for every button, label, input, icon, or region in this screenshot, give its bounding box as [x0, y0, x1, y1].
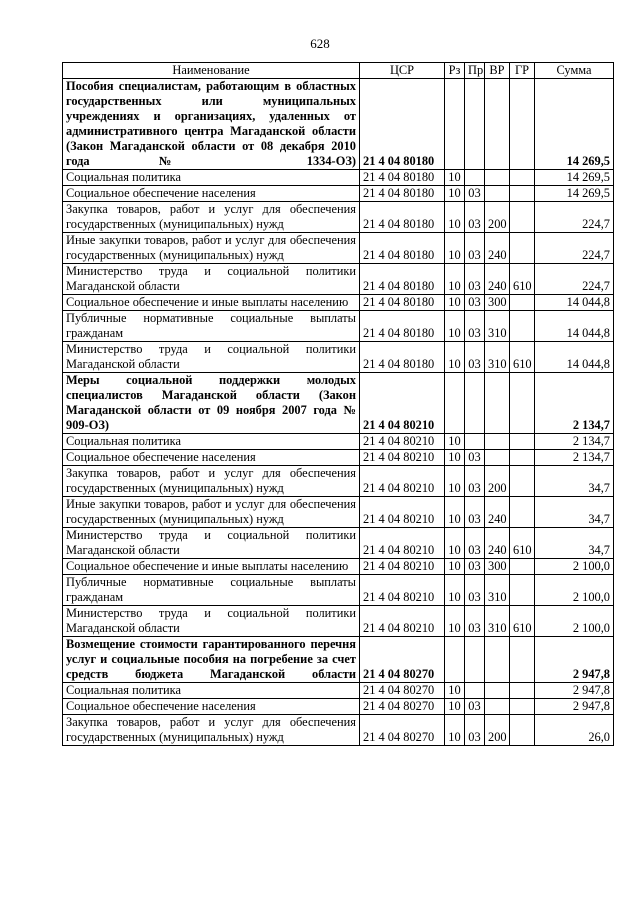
cell-rz: 10 [445, 683, 465, 699]
cell-csr: 21 4 04 80210 [360, 606, 445, 637]
cell-rz: 10 [445, 497, 465, 528]
header-csr: ЦСР [360, 63, 445, 79]
table-row [63, 466, 614, 497]
cell-vr: 300 [485, 559, 510, 575]
cell-vr: 240 [485, 264, 510, 295]
table-row [63, 683, 614, 699]
cell-pr: 03 [465, 606, 485, 637]
cell-rz: 10 [445, 528, 465, 559]
cell-sum: 34,7 [535, 466, 614, 497]
cell-csr: 21 4 04 80270 [360, 699, 445, 715]
cell-sum: 2 100,0 [535, 575, 614, 606]
cell-vr [485, 170, 510, 186]
cell-pr: 03 [465, 450, 485, 466]
cell-sum: 2 134,7 [535, 434, 614, 450]
cell-gr [510, 295, 535, 311]
cell-csr: 21 4 04 80210 [360, 434, 445, 450]
cell-csr: 21 4 04 80180 [360, 79, 445, 170]
cell-rz [445, 637, 465, 683]
cell-gr [510, 637, 535, 683]
cell-gr [510, 450, 535, 466]
cell-csr: 21 4 04 80180 [360, 233, 445, 264]
cell-sum: 34,7 [535, 528, 614, 559]
cell-vr: 200 [485, 715, 510, 746]
cell-sum: 14 044,8 [535, 342, 614, 373]
table-row [63, 202, 614, 233]
cell-vr: 200 [485, 202, 510, 233]
cell-gr [510, 466, 535, 497]
cell-rz: 10 [445, 606, 465, 637]
cell-sum: 2 947,8 [535, 637, 614, 683]
cell-name: Социальная политика [63, 170, 360, 186]
cell-rz: 10 [445, 434, 465, 450]
cell-name: Публичные нормативные социальные выплаты гражданам [63, 575, 360, 606]
cell-rz: 10 [445, 559, 465, 575]
cell-vr [485, 434, 510, 450]
cell-name: Публичные нормативные социальные выплаты гражданам [63, 311, 360, 342]
table-section-row [63, 373, 614, 434]
cell-name: Возмещение стоимости гарантированного перечня услуг и социальные пособия на погребение за счет средств бюджета Магаданской области [63, 637, 360, 683]
cell-gr [510, 715, 535, 746]
cell-name: Социальное обеспечение населения [63, 450, 360, 466]
cell-vr [485, 186, 510, 202]
cell-csr: 21 4 04 80270 [360, 683, 445, 699]
cell-vr: 310 [485, 606, 510, 637]
cell-vr: 310 [485, 311, 510, 342]
cell-vr [485, 373, 510, 434]
cell-pr [465, 637, 485, 683]
cell-gr [510, 373, 535, 434]
table-row [63, 434, 614, 450]
cell-sum: 2 134,7 [535, 373, 614, 434]
cell-sum: 2 947,8 [535, 683, 614, 699]
cell-gr: 610 [510, 342, 535, 373]
cell-vr: 310 [485, 575, 510, 606]
cell-sum: 14 269,5 [535, 186, 614, 202]
cell-sum: 224,7 [535, 264, 614, 295]
cell-name: Иные закупки товаров, работ и услуг для обеспечения государственных (муниципальных) нужд [63, 497, 360, 528]
table-row [63, 264, 614, 295]
cell-rz: 10 [445, 202, 465, 233]
cell-rz: 10 [445, 466, 465, 497]
cell-rz: 10 [445, 233, 465, 264]
table-row [63, 170, 614, 186]
cell-sum: 224,7 [535, 233, 614, 264]
cell-name: Министерство труда и социальной политики Магаданской области [63, 264, 360, 295]
table-row [63, 450, 614, 466]
cell-gr: 610 [510, 606, 535, 637]
cell-pr [465, 79, 485, 170]
cell-gr [510, 434, 535, 450]
cell-sum: 2 100,0 [535, 559, 614, 575]
cell-rz: 10 [445, 715, 465, 746]
cell-pr: 03 [465, 202, 485, 233]
cell-rz: 10 [445, 295, 465, 311]
cell-rz [445, 373, 465, 434]
cell-vr: 310 [485, 342, 510, 373]
cell-vr: 240 [485, 528, 510, 559]
cell-name: Пособия специалистам, работающим в областных государственных или муниципальных учреждениях и организациях, удаленных от административного центра Магаданской области (Закон Магаданской области от 08 декабря 2010 года № 1334-ОЗ) [63, 79, 360, 170]
table-row [63, 606, 614, 637]
cell-gr [510, 575, 535, 606]
table-row [63, 699, 614, 715]
cell-gr [510, 311, 535, 342]
cell-sum: 14 269,5 [535, 79, 614, 170]
cell-name: Закупка товаров, работ и услуг для обеспечения государственных (муниципальных) нужд [63, 466, 360, 497]
cell-sum: 2 134,7 [535, 450, 614, 466]
cell-rz: 10 [445, 264, 465, 295]
table-row [63, 311, 614, 342]
table-row [63, 715, 614, 746]
cell-sum: 224,7 [535, 202, 614, 233]
cell-pr: 03 [465, 466, 485, 497]
table-header-row [63, 63, 614, 79]
cell-csr: 21 4 04 80270 [360, 637, 445, 683]
cell-rz: 10 [445, 170, 465, 186]
cell-pr [465, 434, 485, 450]
cell-csr: 21 4 04 80270 [360, 715, 445, 746]
cell-csr: 21 4 04 80180 [360, 342, 445, 373]
header-sum: Сумма [535, 63, 614, 79]
cell-name: Социальная политика [63, 434, 360, 450]
cell-csr: 21 4 04 80210 [360, 450, 445, 466]
table-row [63, 497, 614, 528]
cell-name: Социальное обеспечение населения [63, 699, 360, 715]
cell-vr: 300 [485, 295, 510, 311]
cell-gr: 610 [510, 264, 535, 295]
budget-table [62, 62, 614, 746]
cell-pr: 03 [465, 233, 485, 264]
cell-vr [485, 79, 510, 170]
cell-gr [510, 202, 535, 233]
cell-pr: 03 [465, 311, 485, 342]
cell-pr: 03 [465, 528, 485, 559]
cell-csr: 21 4 04 80180 [360, 202, 445, 233]
cell-csr: 21 4 04 80210 [360, 575, 445, 606]
cell-name: Закупка товаров, работ и услуг для обеспечения государственных (муниципальных) нужд [63, 715, 360, 746]
table-row [63, 528, 614, 559]
cell-gr [510, 683, 535, 699]
cell-csr: 21 4 04 80210 [360, 373, 445, 434]
cell-vr: 240 [485, 233, 510, 264]
cell-pr: 03 [465, 264, 485, 295]
cell-csr: 21 4 04 80180 [360, 264, 445, 295]
cell-rz: 10 [445, 342, 465, 373]
cell-sum: 14 044,8 [535, 311, 614, 342]
cell-csr: 21 4 04 80180 [360, 311, 445, 342]
cell-sum: 26,0 [535, 715, 614, 746]
table-section-row [63, 79, 614, 170]
cell-csr: 21 4 04 80180 [360, 186, 445, 202]
table-row [63, 342, 614, 373]
table-row [63, 575, 614, 606]
table-row [63, 186, 614, 202]
cell-pr: 03 [465, 186, 485, 202]
cell-rz: 10 [445, 699, 465, 715]
cell-csr: 21 4 04 80210 [360, 497, 445, 528]
cell-csr: 21 4 04 80210 [360, 466, 445, 497]
cell-gr [510, 699, 535, 715]
table-body [63, 79, 614, 746]
cell-pr: 03 [465, 497, 485, 528]
header-gr: ГР [510, 63, 535, 79]
cell-gr [510, 233, 535, 264]
cell-gr [510, 559, 535, 575]
cell-csr: 21 4 04 80210 [360, 528, 445, 559]
cell-sum: 2 947,8 [535, 699, 614, 715]
cell-name: Социальная политика [63, 683, 360, 699]
cell-csr: 21 4 04 80180 [360, 170, 445, 186]
cell-pr [465, 683, 485, 699]
cell-gr [510, 170, 535, 186]
cell-name: Закупка товаров, работ и услуг для обеспечения государственных (муниципальных) нужд [63, 202, 360, 233]
cell-pr: 03 [465, 295, 485, 311]
cell-pr: 03 [465, 699, 485, 715]
cell-rz: 10 [445, 186, 465, 202]
header-name: Наименование [63, 63, 360, 79]
cell-rz: 10 [445, 311, 465, 342]
cell-gr [510, 186, 535, 202]
cell-pr: 03 [465, 342, 485, 373]
cell-csr: 21 4 04 80180 [360, 295, 445, 311]
cell-sum: 2 100,0 [535, 606, 614, 637]
cell-name: Министерство труда и социальной политики Магаданской области [63, 342, 360, 373]
table-row [63, 233, 614, 264]
cell-pr [465, 373, 485, 434]
table-row [63, 559, 614, 575]
cell-rz: 10 [445, 575, 465, 606]
table-row [63, 295, 614, 311]
cell-vr: 240 [485, 497, 510, 528]
cell-vr [485, 699, 510, 715]
cell-sum: 14 044,8 [535, 295, 614, 311]
cell-sum: 34,7 [535, 497, 614, 528]
cell-vr: 200 [485, 466, 510, 497]
cell-csr: 21 4 04 80210 [360, 559, 445, 575]
cell-gr [510, 497, 535, 528]
cell-vr [485, 683, 510, 699]
page-number: 628 [310, 36, 330, 51]
cell-pr: 03 [465, 715, 485, 746]
cell-rz: 10 [445, 450, 465, 466]
cell-pr [465, 170, 485, 186]
table-section-row [63, 637, 614, 683]
cell-gr [510, 79, 535, 170]
cell-pr: 03 [465, 575, 485, 606]
cell-name: Социальное обеспечение и иные выплаты населению [63, 295, 360, 311]
cell-pr: 03 [465, 559, 485, 575]
cell-sum: 14 269,5 [535, 170, 614, 186]
header-rz: Рз [445, 63, 465, 79]
cell-rz [445, 79, 465, 170]
cell-vr [485, 637, 510, 683]
cell-name: Меры социальной поддержки молодых специалистов Магаданской области (Закон Магаданской области от 09 ноября 2007 года № 909-ОЗ) [63, 373, 360, 434]
header-pr: Пр [465, 63, 485, 79]
cell-vr [485, 450, 510, 466]
cell-gr: 610 [510, 528, 535, 559]
cell-name: Социальное обеспечение и иные выплаты населению [63, 559, 360, 575]
cell-name: Социальное обеспечение населения [63, 186, 360, 202]
header-vr: ВР [485, 63, 510, 79]
cell-name: Министерство труда и социальной политики Магаданской области [63, 528, 360, 559]
cell-name: Министерство труда и социальной политики Магаданской области [63, 606, 360, 637]
cell-name: Иные закупки товаров, работ и услуг для обеспечения государственных (муниципальных) нужд [63, 233, 360, 264]
